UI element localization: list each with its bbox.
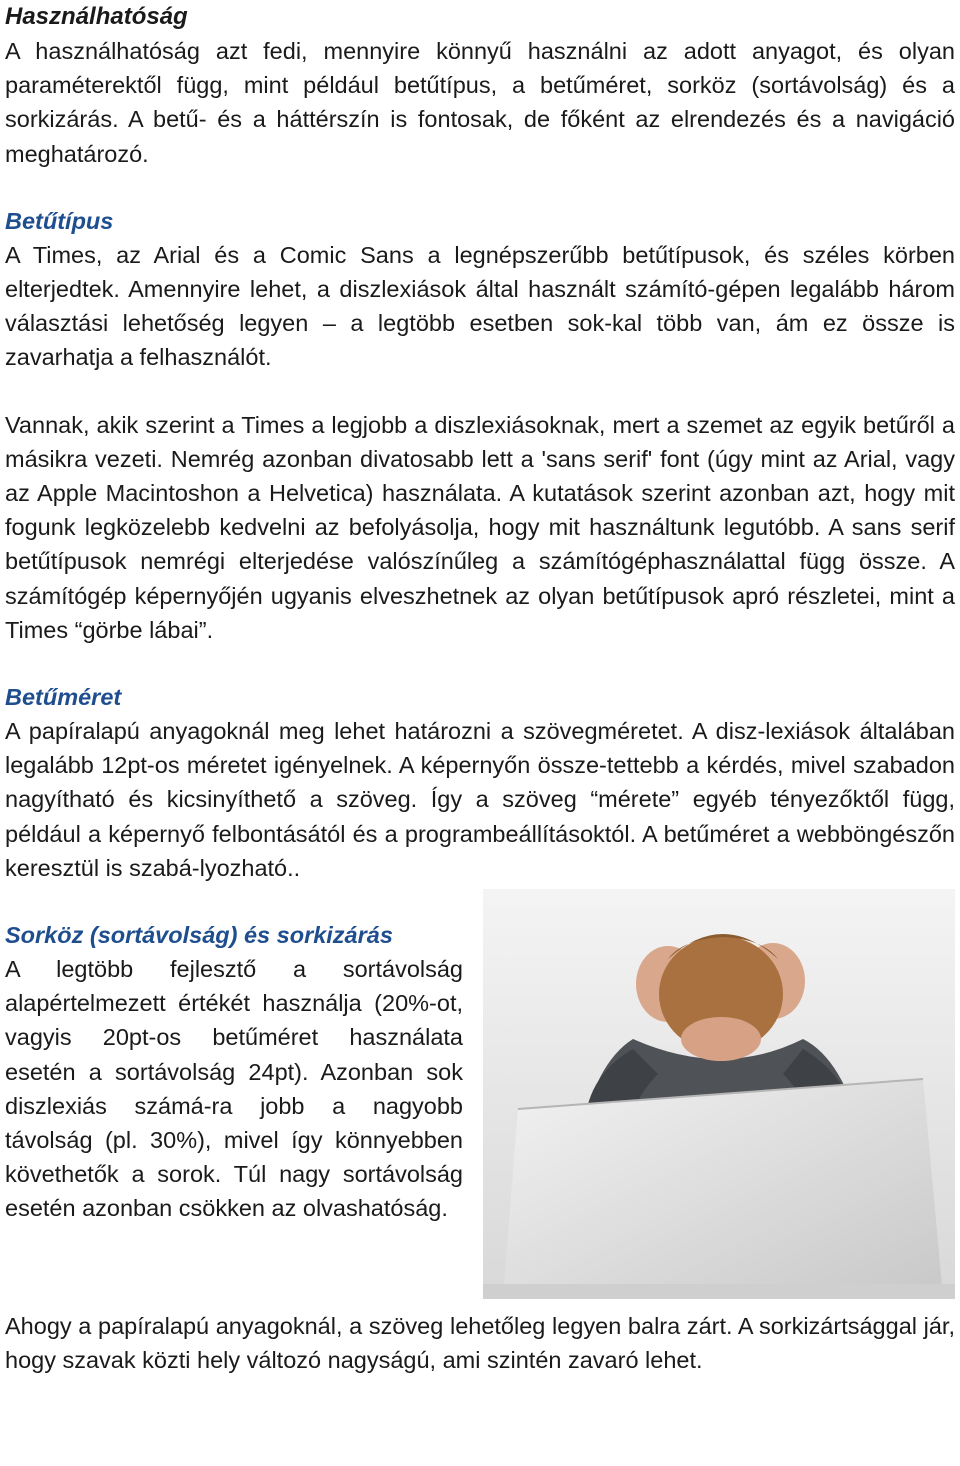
section-title-spacing: Sorköz (sortávolság) és sorkizárás [5, 922, 393, 949]
document-page [5, 0, 955, 1377]
paragraph-font-2: Vannak, akik szerint a Times a legjobb a diszlexiásoknak, mert a szemet az egyik betűről a másikra vezeti. Nemrég azonban divatosabb lett a 'sans serif' font (úgy mint az Arial, vagy az Apple Macintoshon a Helvetica) használata. A kutatások szerint azonban azt, hogy mit fogunk legközelebb kedvelni az befolyásolja, hogy mit használtunk legutóbb. A sans serif betűtípusok nemrégi elterjedése valószínűleg a számítógéphasználattal függ össze. A számítógép képernyőjén ugyanis elveszhetnek az olyan betűtípusok apró részletei, mint a Times “görbe lábai”. [5, 411, 955, 643]
paragraph-usability: A használhatóság azt fedi, mennyire könnyű használni az adott anyagot, és olyan paraméterektől függ, mint például betűtípus, a betűméret, sorköz (sortávolság) és a sorkizárás. A betű- és a háttérszín is fontosak, de főként az elrendezés és a navigáció meghatározó. [5, 38, 955, 167]
paragraph-spacing-1: A legtöbb fejlesztő a sortávolság alapértelmezett értékét használja (20%-ot, vagyis 20pt-os betűméret használata esetén a sortávolság 24pt). Azonban sok diszlexiás számá-ra jobb a nagyobb távolság (pl. 30%), mivel így könnyebben követhetők a sorok. Túl nagy sortávolság esetén azonban csökken az olvashatóság. [5, 956, 463, 1222]
section-title-size: Betűméret [5, 684, 122, 711]
paragraph-font-1: A Times, az Arial és a Comic Sans a legnépszerűbb betűtípusok, és széles körben elterjedtek. Amennyire lehet, a diszlexiások által használt számító-gépen legalább három választási lehetőség legyen – a legtöbb esetben sok-kal több van, ám ez össze is zavarhatja a felhasználót. [5, 241, 955, 371]
section-title-font: Betűtípus [5, 207, 114, 234]
section-title-usability: Használhatóság [5, 3, 188, 30]
stressed-person-laptop-image [483, 889, 955, 1299]
paragraph-spacing-2: Ahogy a papíralapú anyagoknál, a szöveg lehetőleg legyen balra zárt. A sorkizártsággal jár, hogy szavak közti hely változó nagyságú, ami szintén zavaró lehet. [5, 1313, 955, 1374]
paragraph-size: A papíralapú anyagoknál meg lehet határozni a szövegméretet. A disz-lexiások általában legalább 12pt-os méretet igényelnek. A képernyőn össze-tettebb a kérdés, mivel szabadon nagyítható és kicsinyíthető a szöveg. Így a szöveg “mérete” egyéb tényezőktől függ, például a képernyő felbontásától és a programbeállításoktól. A betűméret a webböngészőn keresztül is szabá-lyozható.. [5, 718, 955, 881]
